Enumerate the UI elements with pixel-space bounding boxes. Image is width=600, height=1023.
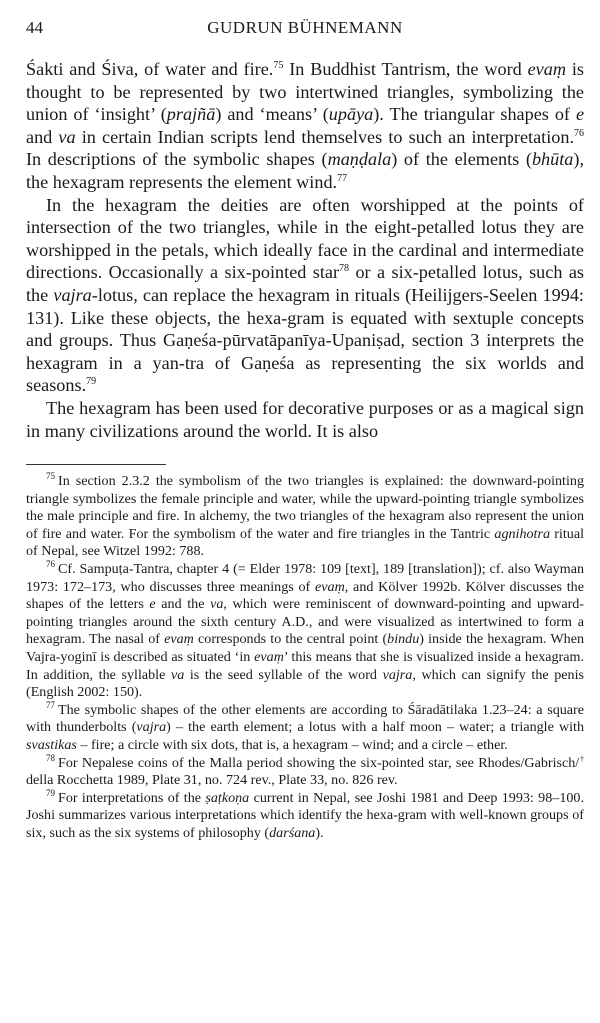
text-run: current in Nepal, see Joshi 1981 and Deep 1993: 98–100. Joshi summarizes various interpretations which identify the hexa-gram with well-known groups of six, such as the six systems of philosophy (: [26, 789, 584, 841]
body-paragraph: [26, 58, 584, 194]
footnote-number: 78: [46, 752, 55, 763]
footnote-reference: 77: [337, 172, 348, 184]
text-run: ritual of Nepal, see Witzel 1992: 788.: [26, 525, 584, 560]
footnote-number: 77: [46, 700, 55, 711]
text-run: The symbolic shapes of the other elements are according to Śāradātilaka 1.23–24: a square with thunderbolts (: [26, 701, 584, 736]
text-run: In the hexagram the deities are often worshipped at the points of intersection of the two triangles, while in the eight-petalled lotus they are worshipped in the petals, which ideally face in the cardinal and intermediate directions. Occasionally a six-pointed star: [26, 194, 584, 283]
page-header: [26, 18, 584, 44]
italic-term: e: [149, 596, 156, 613]
italic-term: va: [210, 596, 224, 613]
text-run: The hexagram has been used for decorative purposes or as a magical sign in many civilizations around the world. It is also: [26, 397, 584, 441]
page-number: 44: [26, 18, 43, 37]
italic-term: bindu: [387, 631, 420, 648]
text-run: ). The triangular shapes of: [373, 104, 576, 125]
italic-term: bhūta: [531, 149, 574, 170]
text-run: ’ this means that she is visualized inside a hexagram. In addition, the syllable: [26, 649, 584, 683]
italic-term: maṇḍala: [327, 149, 392, 170]
main-text: [26, 58, 584, 442]
footnote-reference: 75: [273, 59, 284, 71]
text-run: For Nepalese coins of the Malla period showing the six-pointed star, see Rhodes/Gabrisch/: [58, 754, 580, 771]
italic-term: vajra: [136, 719, 167, 736]
text-run: or a six-petalled lotus, such as the: [26, 262, 584, 305]
footnote: [26, 561, 584, 702]
text-run: and the: [155, 596, 211, 613]
text-run: In section 2.3.2 the symbolism of the two triangles is explained: the downward-pointing triangle symbolizes the female principle and water, while the upward-pointing triangle symbolizes the male principle and fire. In alchemy, the two triangles of the hexagram also represent the union of fire and water. For the symbolism of the water and fire triangles in the Tantric: [26, 473, 584, 542]
text-run: ) and ‘means’ (: [215, 104, 329, 125]
italic-term: va: [58, 126, 76, 147]
italic-term: ṣaṭkoṇa: [205, 789, 250, 806]
italic-term: e: [575, 104, 585, 125]
body-paragraph: [26, 194, 584, 397]
dagger-mark: †: [579, 753, 585, 763]
text-run: corresponds to the central point (: [193, 631, 388, 648]
body-paragraph: [26, 397, 584, 442]
footnote-reference: 76: [574, 127, 584, 139]
italic-term: svastikas: [26, 737, 77, 753]
text-run: , and Kölver 1992b. Kölver discusses the shapes of the letters: [26, 578, 584, 613]
italic-term: agnihotra: [494, 525, 551, 542]
footnote-number: 79: [46, 788, 55, 799]
italic-term: vajra: [53, 284, 92, 305]
italic-term: vajra: [382, 666, 413, 683]
footnote-reference: 78: [339, 263, 350, 275]
footnote-reference: 79: [86, 376, 97, 388]
italic-term: evaṃ: [254, 649, 284, 666]
footnote: [26, 702, 584, 755]
running-head: GUDRUN BÜHNEMANN: [207, 18, 403, 37]
text-run: della Rocchetta 1989, Plate 31, no. 724 rev., Plate 33, no. 826 rev.: [26, 772, 398, 789]
text-run: -lotus, can replace the hexagram in rituals (Heilijgers-Seelen 1994: 131). Like these objects, the hexa-gram is equated with sextuple concepts and groups. Thus Gaṇeśa-pūrvatāpanīya-Upaniṣad, section 3 interprets the hexagram in a yan-tra of Gaṇeśa as representing the six worlds and seasons.: [26, 284, 584, 396]
footnotes: [26, 473, 584, 842]
italic-term: upāya: [328, 104, 374, 125]
footnote-number: 75: [46, 471, 55, 482]
text-run: In Buddhist Tantrism, the word: [283, 59, 528, 79]
text-run: In descriptions of the symbolic shapes (: [26, 149, 328, 170]
footnote-number: 76: [46, 559, 55, 570]
text-run: , which can signify the penis (English 2002: 150).: [26, 666, 584, 701]
text-run: Śakti and Śiva, of water and fire.: [26, 59, 274, 79]
italic-term: va: [170, 666, 185, 683]
footnote: [26, 752, 585, 790]
text-run: – fire; a circle with six dots, that is, a hexagram – wind; and a circle – ether.: [76, 737, 508, 753]
italic-term: prajñā: [166, 104, 216, 125]
book-page: [26, 18, 584, 843]
text-run: ) of the elements (: [391, 149, 532, 170]
text-run: ) inside the hexagram. When Vajra-yoginī is described as situated ‘in: [26, 631, 584, 666]
footnote: [26, 473, 584, 561]
italic-term: evaṃ: [315, 578, 345, 595]
text-run: For interpretations of the: [58, 789, 206, 806]
text-run: ).: [315, 824, 324, 841]
italic-term: evaṃ: [527, 59, 566, 79]
text-run: in certain Indian scripts lend themselves to such an interpretation.: [75, 126, 574, 147]
text-run: and: [26, 126, 59, 147]
text-run: ) – the earth element; a lotus with a half moon – water; a triangle with: [166, 719, 584, 736]
footnote-rule: [26, 464, 166, 465]
text-run: is the seed syllable of the word: [184, 666, 383, 683]
text-run: ), the hexagram represents the element wind.: [26, 149, 584, 192]
footnote: [26, 790, 584, 843]
text-run: , which were reminiscent of downward-pointing and upward-pointing triangles around the sixth century A.D., and were visualized as intertwined to form a hexagram. The nasal of: [26, 596, 585, 648]
text-run: Cf. Sampuṭa-Tantra, chapter 4 (= Elder 1978: 109 [text], 189 [translation]); cf. also Wayman 1973: 172–173, who discusses three meanings of: [26, 561, 584, 595]
italic-term: darśana: [269, 824, 316, 841]
italic-term: evaṃ: [164, 631, 194, 648]
text-run: is thought to be represented by two intertwined triangles, symbolizing the union of ‘insight’ (: [26, 59, 584, 125]
